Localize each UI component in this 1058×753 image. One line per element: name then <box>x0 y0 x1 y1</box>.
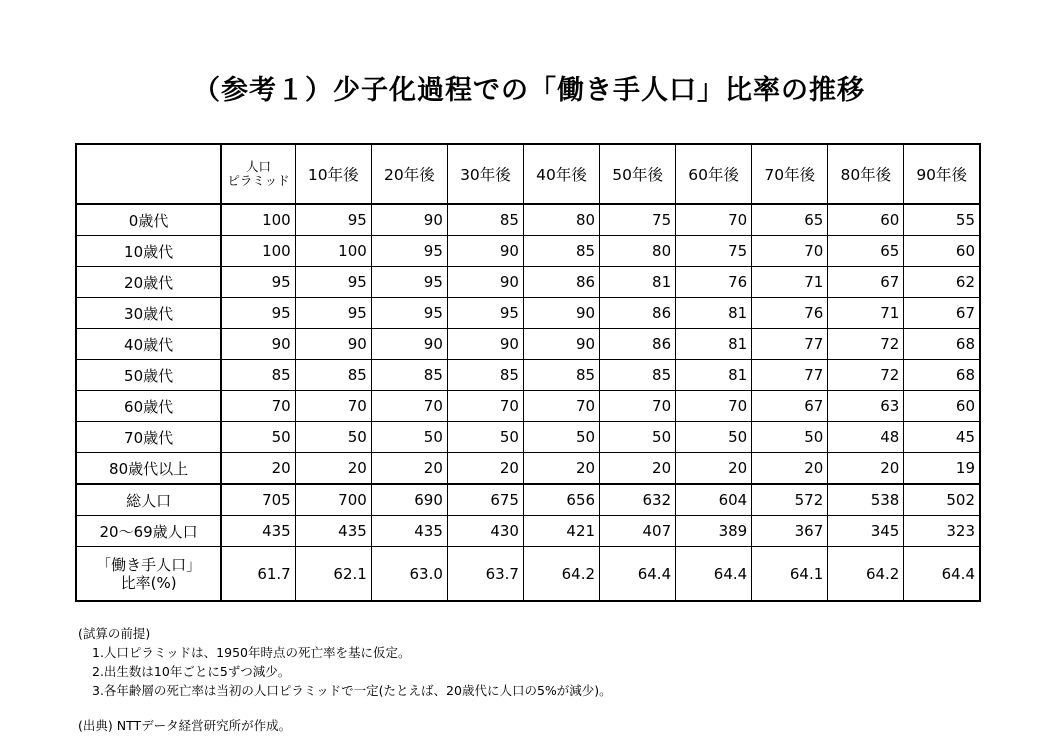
table-cell: 64.4 <box>676 547 752 602</box>
row-label: 総人口 <box>76 484 221 516</box>
note-item-2: 2.出生数は10年ごとに5ずつ減少。 <box>92 664 291 679</box>
page-title: （参考１）少子化過程での「働き手人口」比率の推移 <box>193 75 865 106</box>
table-cell: 604 <box>676 484 752 516</box>
table-cell: 68 <box>904 360 980 391</box>
age-row <box>76 298 980 329</box>
table-cell: 70 <box>676 204 752 236</box>
table-cell: 50 <box>371 422 447 453</box>
table-cell: 65 <box>752 204 828 236</box>
table-cell: 50 <box>600 422 676 453</box>
table-cell: 323 <box>904 516 980 547</box>
table-cell: 90 <box>371 329 447 360</box>
table-cell: 48 <box>828 422 904 453</box>
age-row <box>76 329 980 360</box>
table-cell: 20 <box>447 453 523 485</box>
table-cell: 70 <box>447 391 523 422</box>
table-cell: 62.1 <box>295 547 371 602</box>
table-cell: 60 <box>828 204 904 236</box>
table-cell: 70 <box>752 236 828 267</box>
table-cell: 50 <box>523 422 599 453</box>
table-cell: 64.4 <box>904 547 980 602</box>
table-cell: 95 <box>221 298 295 329</box>
row-label: 60歳代 <box>76 391 221 422</box>
population-ratio-table <box>75 143 981 602</box>
table-cell: 70 <box>676 391 752 422</box>
table-header-row <box>76 144 980 204</box>
table-cell: 55 <box>904 204 980 236</box>
table-cell: 705 <box>221 484 295 516</box>
table-cell: 95 <box>221 267 295 298</box>
table-cell: 20 <box>828 453 904 485</box>
header-year-6: 60年後 <box>676 144 752 204</box>
table-cell: 86 <box>600 329 676 360</box>
table-cell: 19 <box>904 453 980 485</box>
table-cell: 67 <box>752 391 828 422</box>
table-cell: 70 <box>371 391 447 422</box>
note-item-1: 1.人口ピラミッドは、1950年時点の死亡率を基に仮定。 <box>92 645 411 660</box>
table-cell: 86 <box>523 267 599 298</box>
table-cell: 435 <box>295 516 371 547</box>
table-cell: 430 <box>447 516 523 547</box>
table-cell: 100 <box>221 236 295 267</box>
note-item-3: 3.各年齢層の死亡率は当初の人口ピラミッドで一定(たとえば、20歳代に人口の5%が減少)。 <box>92 683 612 698</box>
table-cell: 656 <box>523 484 599 516</box>
table-cell: 61.7 <box>221 547 295 602</box>
table-cell: 81 <box>676 329 752 360</box>
age-row <box>76 236 980 267</box>
header-year-5: 50年後 <box>600 144 676 204</box>
table-cell: 90 <box>447 267 523 298</box>
age-row <box>76 267 980 298</box>
table-cell: 675 <box>447 484 523 516</box>
table-cell: 407 <box>600 516 676 547</box>
table-cell: 60 <box>904 391 980 422</box>
working-age-row <box>76 516 980 547</box>
header-blank-cell <box>76 144 221 204</box>
row-label <box>76 547 221 602</box>
age-row <box>76 360 980 391</box>
row-label: 20歳代 <box>76 267 221 298</box>
table-cell: 95 <box>371 298 447 329</box>
calculation-notes <box>78 624 612 700</box>
table-cell: 95 <box>295 204 371 236</box>
table-cell: 85 <box>447 360 523 391</box>
table-cell: 50 <box>676 422 752 453</box>
table-cell: 64.1 <box>752 547 828 602</box>
row-label: 70歳代 <box>76 422 221 453</box>
age-row <box>76 422 980 453</box>
ratio-label-line1: 「働き手人口」 <box>96 555 202 574</box>
table-cell: 81 <box>676 298 752 329</box>
table-cell: 90 <box>523 298 599 329</box>
table-cell: 75 <box>676 236 752 267</box>
age-row <box>76 391 980 422</box>
source-note: (出典) NTTデータ経営研究所が作成。 <box>78 718 292 733</box>
table-cell: 64.4 <box>600 547 676 602</box>
table-cell: 70 <box>295 391 371 422</box>
table-cell: 72 <box>828 329 904 360</box>
table-cell: 45 <box>904 422 980 453</box>
row-label: 20～69歳人口 <box>76 516 221 547</box>
header-year-8: 80年後 <box>828 144 904 204</box>
table-cell: 690 <box>371 484 447 516</box>
header-year-3: 30年後 <box>447 144 523 204</box>
table-cell: 50 <box>447 422 523 453</box>
table-cell: 71 <box>828 298 904 329</box>
row-label: 80歳代以上 <box>76 453 221 485</box>
table-cell: 90 <box>447 329 523 360</box>
table-cell: 85 <box>447 204 523 236</box>
table-cell: 20 <box>523 453 599 485</box>
table-cell: 60 <box>904 236 980 267</box>
table-cell: 20 <box>295 453 371 485</box>
table-cell: 72 <box>828 360 904 391</box>
table-cell: 90 <box>295 329 371 360</box>
table-cell: 76 <box>676 267 752 298</box>
table-cell: 367 <box>752 516 828 547</box>
table-cell: 76 <box>752 298 828 329</box>
table-cell: 63.0 <box>371 547 447 602</box>
table-cell: 95 <box>295 298 371 329</box>
table-cell: 20 <box>371 453 447 485</box>
table-cell: 77 <box>752 329 828 360</box>
table-cell: 95 <box>295 267 371 298</box>
table-cell: 20 <box>600 453 676 485</box>
table-cell: 64.2 <box>828 547 904 602</box>
table-cell: 75 <box>600 204 676 236</box>
table-cell: 95 <box>371 267 447 298</box>
table-cell: 345 <box>828 516 904 547</box>
row-label: 30歳代 <box>76 298 221 329</box>
header-year-1: 10年後 <box>295 144 371 204</box>
table-cell: 20 <box>676 453 752 485</box>
table-cell: 435 <box>371 516 447 547</box>
table-cell: 77 <box>752 360 828 391</box>
table-cell: 100 <box>295 236 371 267</box>
table-cell: 64.2 <box>523 547 599 602</box>
age-row <box>76 453 980 485</box>
header-year-4: 40年後 <box>523 144 599 204</box>
age-row <box>76 204 980 236</box>
table-cell: 70 <box>523 391 599 422</box>
table-cell: 632 <box>600 484 676 516</box>
header-year-7: 70年後 <box>752 144 828 204</box>
table-cell: 63.7 <box>447 547 523 602</box>
table-cell: 67 <box>828 267 904 298</box>
row-label: 0歳代 <box>76 204 221 236</box>
table-cell: 80 <box>600 236 676 267</box>
table-cell: 700 <box>295 484 371 516</box>
table-cell: 68 <box>904 329 980 360</box>
ratio-label-line2: 比率(%) <box>120 573 177 592</box>
table-cell: 95 <box>371 236 447 267</box>
table-cell: 20 <box>752 453 828 485</box>
header-pyramid: 人口 ピラミッド <box>221 144 295 204</box>
table-cell: 50 <box>295 422 371 453</box>
table-cell: 85 <box>371 360 447 391</box>
table-cell: 502 <box>904 484 980 516</box>
table-cell: 70 <box>600 391 676 422</box>
header-year-2: 20年後 <box>371 144 447 204</box>
table-cell: 90 <box>221 329 295 360</box>
row-label: 40歳代 <box>76 329 221 360</box>
table-cell: 421 <box>523 516 599 547</box>
table-cell: 100 <box>221 204 295 236</box>
header-year-9: 90年後 <box>904 144 980 204</box>
table-cell: 538 <box>828 484 904 516</box>
table-cell: 71 <box>752 267 828 298</box>
total-population-row <box>76 484 980 516</box>
table-cell: 50 <box>221 422 295 453</box>
table-cell: 90 <box>447 236 523 267</box>
table-cell: 81 <box>600 267 676 298</box>
table-cell: 62 <box>904 267 980 298</box>
table-cell: 65 <box>828 236 904 267</box>
worker-ratio-row <box>76 547 980 602</box>
table-cell: 70 <box>221 391 295 422</box>
table-cell: 20 <box>221 453 295 485</box>
table-cell: 81 <box>676 360 752 391</box>
table-cell: 86 <box>600 298 676 329</box>
row-label: 50歳代 <box>76 360 221 391</box>
row-label: 10歳代 <box>76 236 221 267</box>
table-cell: 90 <box>523 329 599 360</box>
table-cell: 572 <box>752 484 828 516</box>
table-cell: 85 <box>295 360 371 391</box>
table-cell: 63 <box>828 391 904 422</box>
table-cell: 85 <box>600 360 676 391</box>
table-cell: 50 <box>752 422 828 453</box>
table-cell: 90 <box>371 204 447 236</box>
table-cell: 95 <box>447 298 523 329</box>
notes-heading: (試算の前提) <box>78 626 151 641</box>
table-cell: 435 <box>221 516 295 547</box>
table-cell: 85 <box>221 360 295 391</box>
table-cell: 85 <box>523 360 599 391</box>
table-cell: 80 <box>523 204 599 236</box>
table-cell: 67 <box>904 298 980 329</box>
table-cell: 85 <box>523 236 599 267</box>
table-cell: 389 <box>676 516 752 547</box>
